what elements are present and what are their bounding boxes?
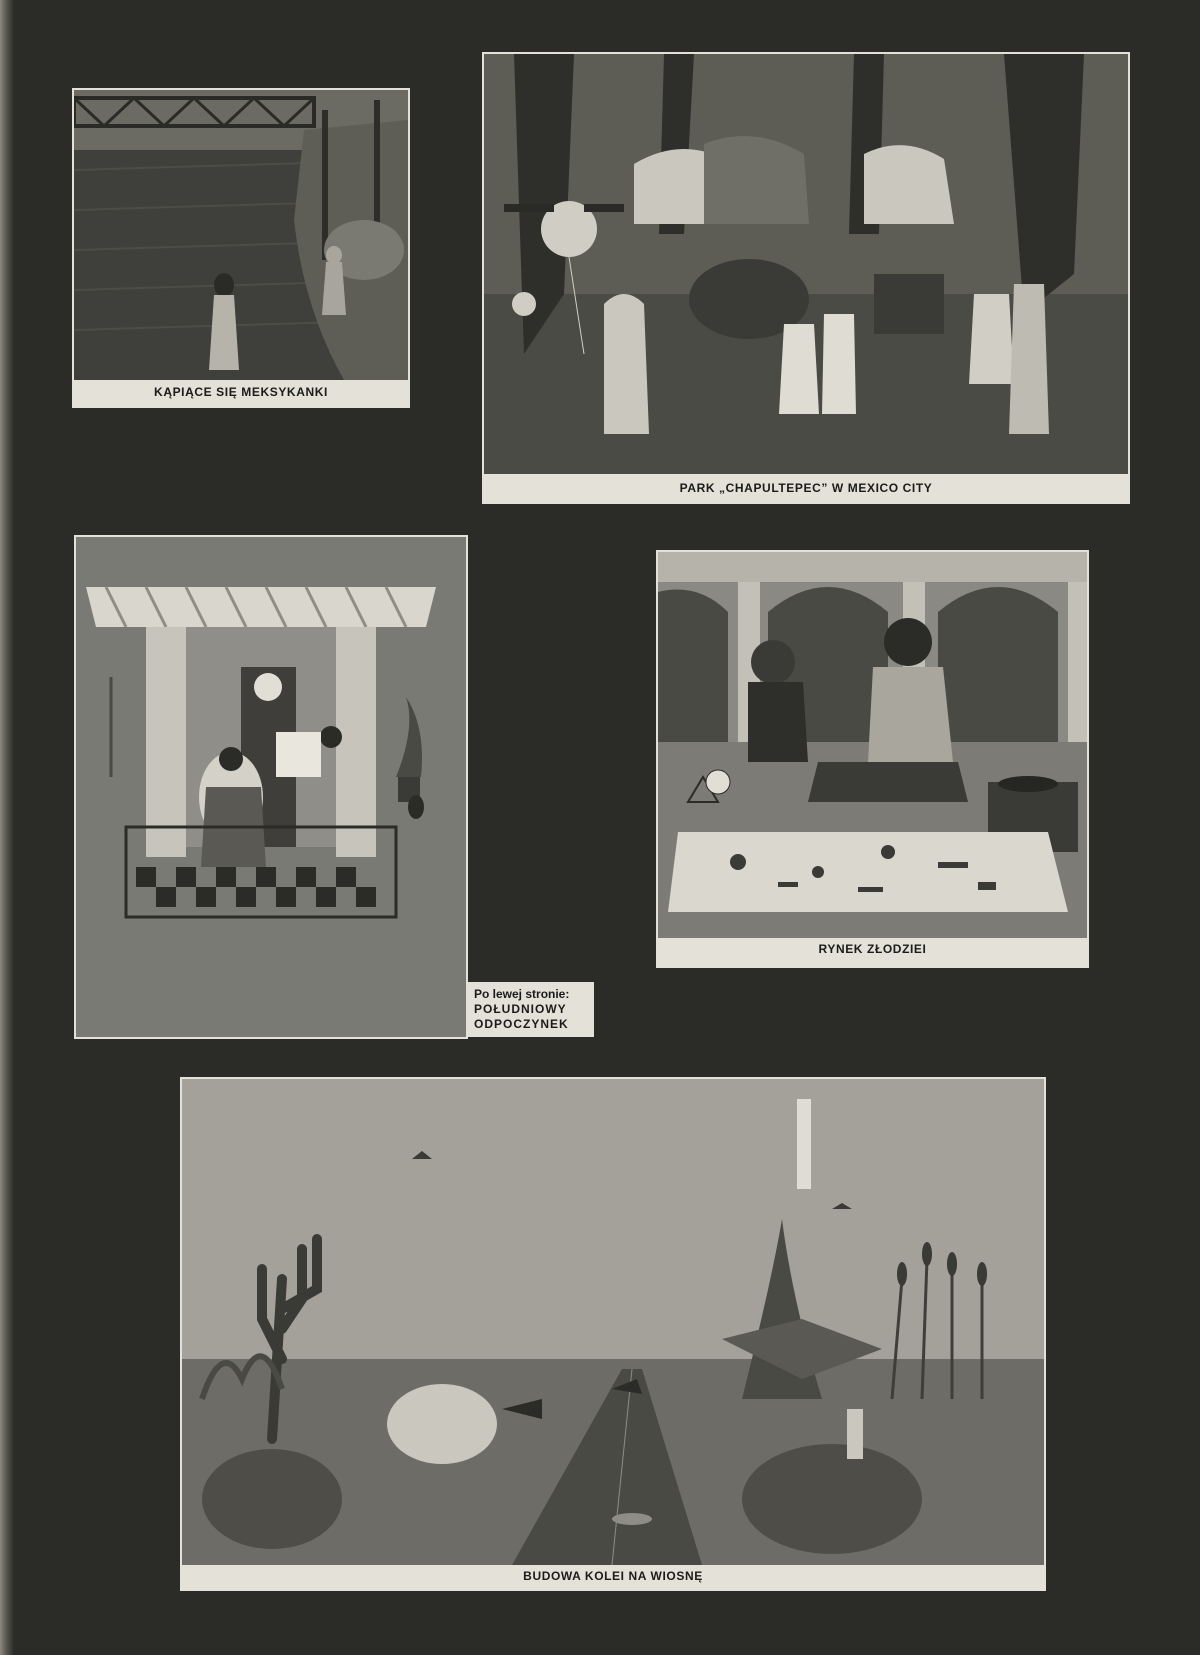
- plate-bathing: [72, 88, 410, 408]
- painting-bathing: [74, 90, 408, 380]
- painting-park: [484, 54, 1128, 474]
- plate-railway: [180, 1077, 1046, 1591]
- plate-market: [656, 550, 1089, 968]
- painting-market: [658, 552, 1087, 938]
- painting-siesta: [76, 537, 466, 1037]
- page-edge: [0, 0, 14, 1655]
- caption-bathing: KĄPIĄCE SIĘ MEKSYKANKI: [154, 385, 328, 399]
- caption-siesta-line2: ODPOCZYNEK: [474, 1017, 569, 1031]
- caption-siesta-intro: Po lewej stronie:: [474, 987, 570, 1001]
- caption-siesta-line1: POŁUDNIOWY: [474, 1002, 567, 1016]
- plate-park: [482, 52, 1130, 504]
- plate-siesta: [74, 535, 468, 1039]
- caption-siesta: [468, 982, 594, 1037]
- painting-railway: [182, 1079, 1044, 1565]
- caption-market: RYNEK ZŁODZIEI: [818, 942, 927, 956]
- caption-railway: BUDOWA KOLEI NA WIOSNĘ: [523, 1569, 703, 1583]
- caption-park: PARK „CHAPULTEPEC” W MEXICO CITY: [679, 481, 933, 495]
